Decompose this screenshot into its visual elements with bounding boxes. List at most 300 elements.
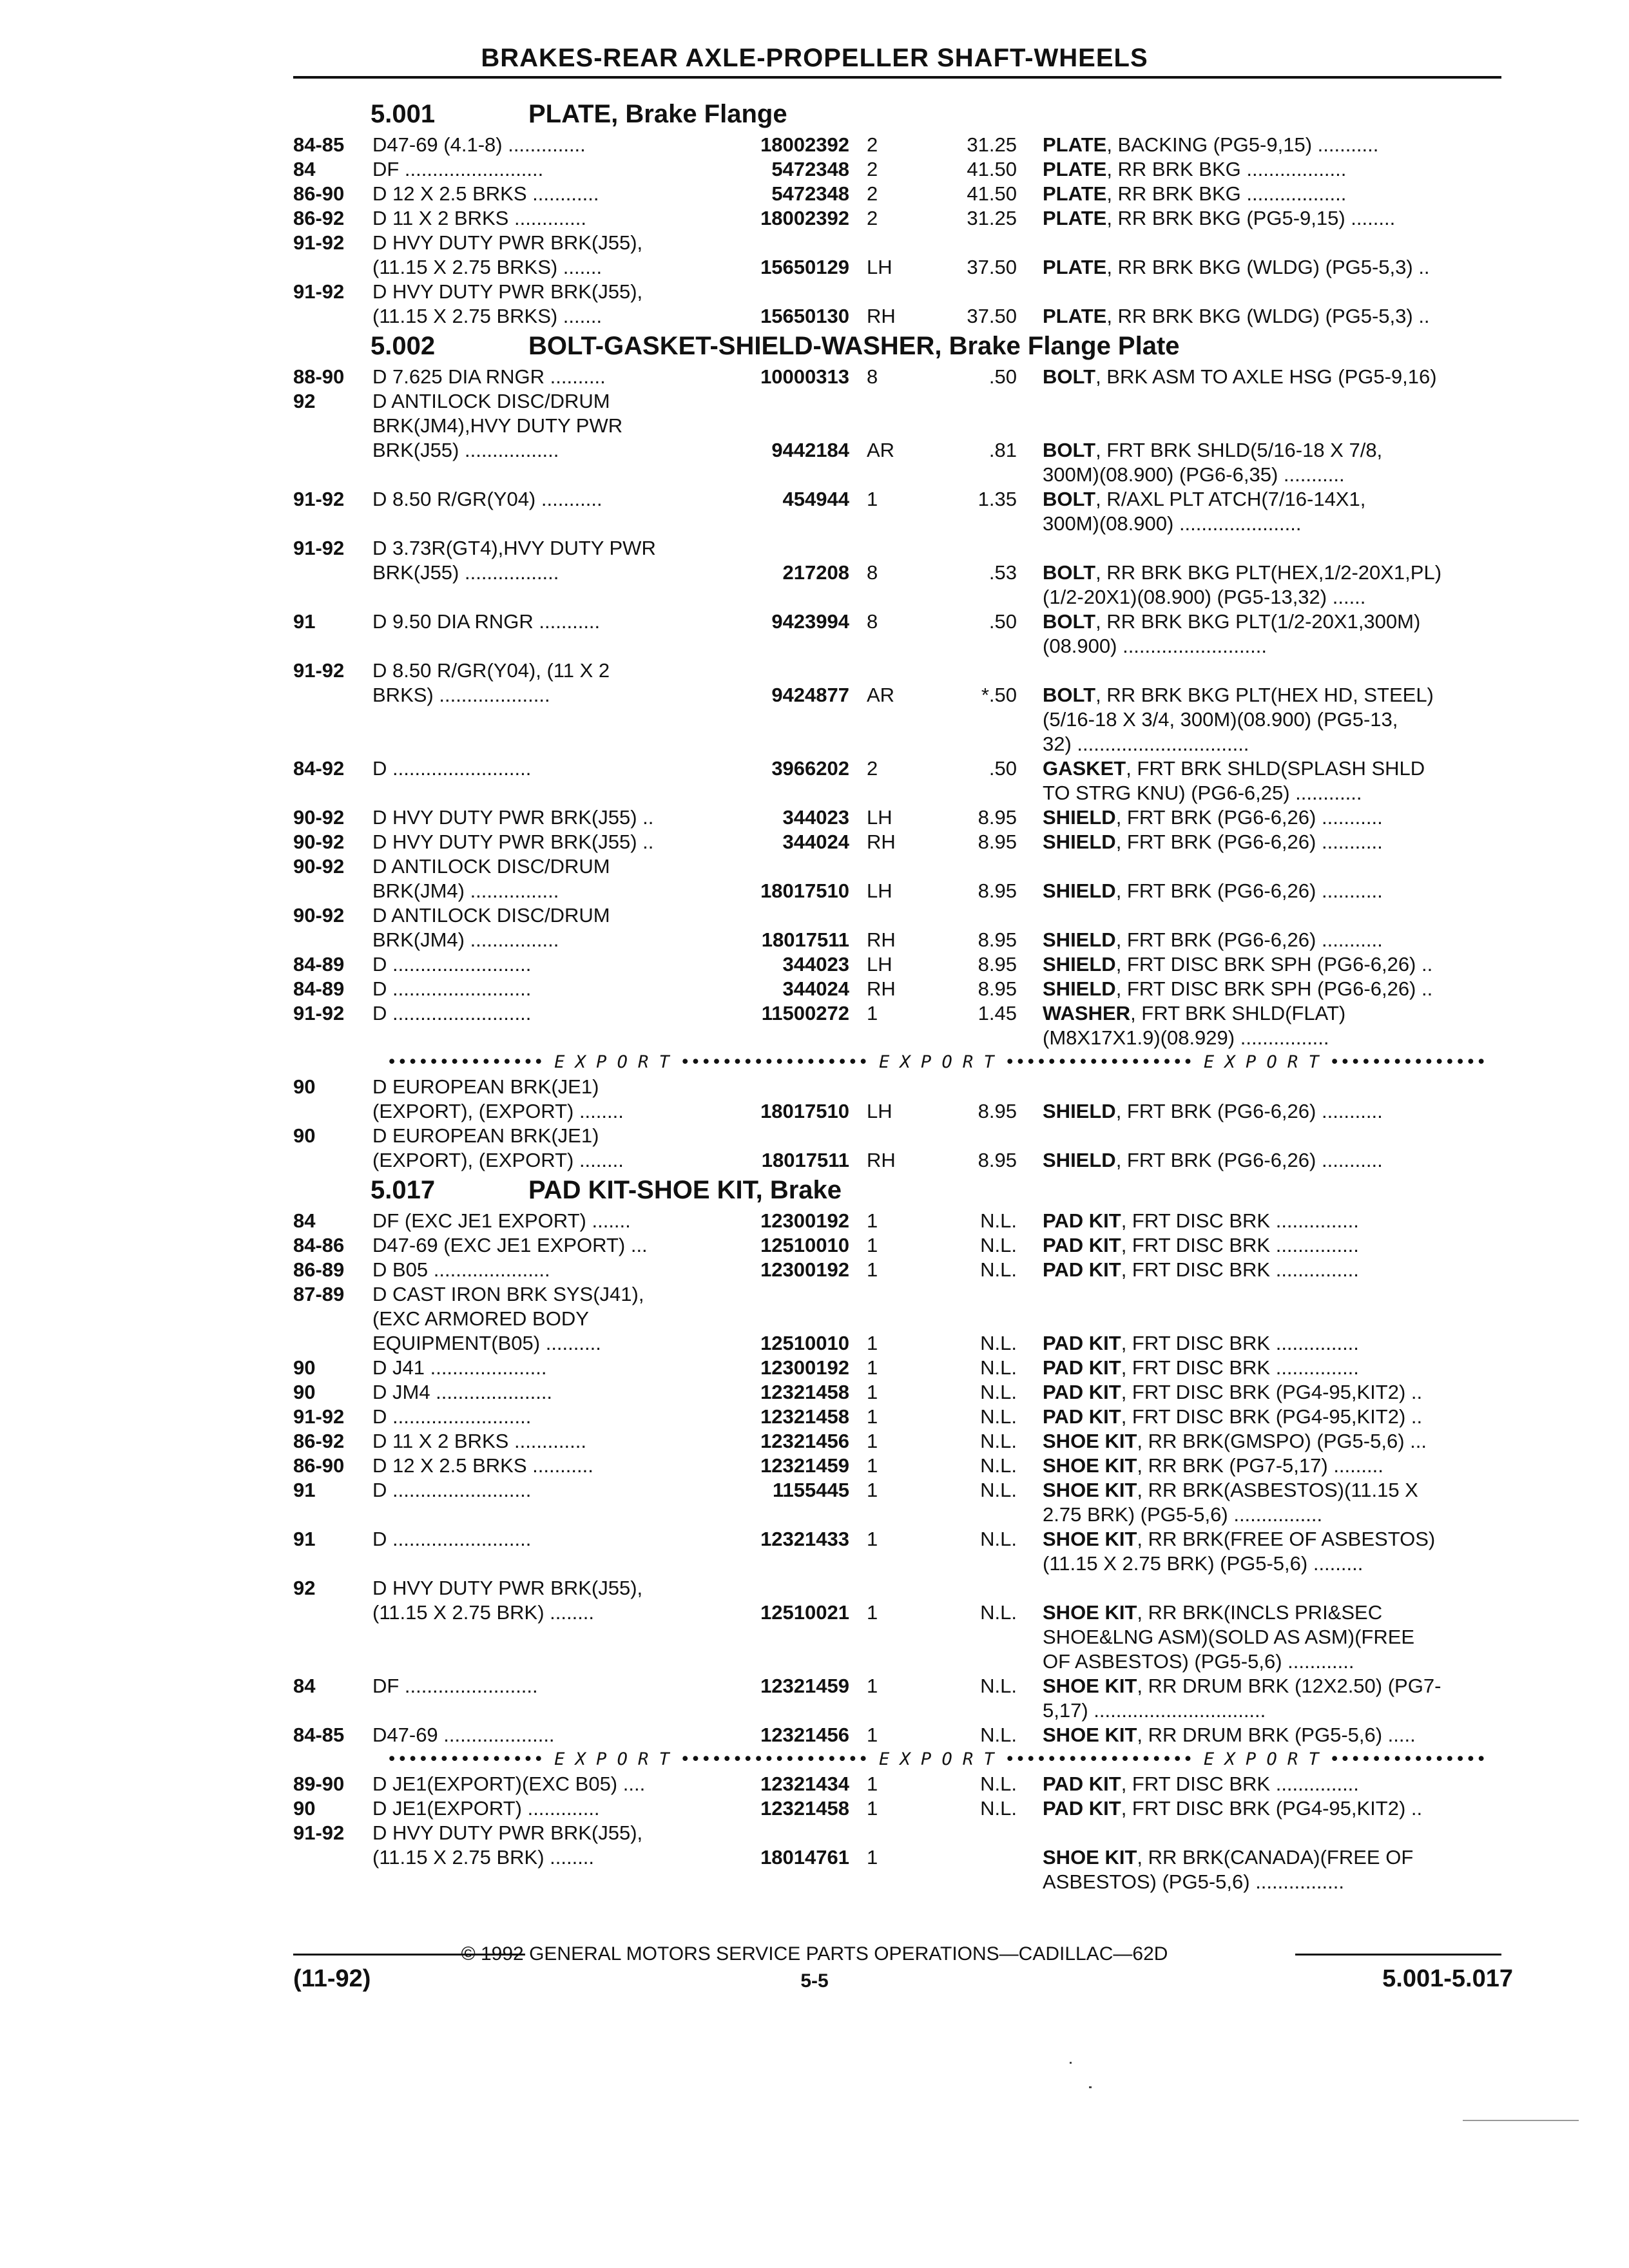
price: N.L. <box>980 1381 1017 1403</box>
part-name-bold: BOLT <box>1043 684 1096 706</box>
part-name <box>1043 830 1497 854</box>
model-years: 90-92 <box>293 831 345 853</box>
quantity: 1 <box>867 1675 878 1697</box>
model-years: 84-89 <box>293 977 345 1000</box>
parts-row <box>0 365 1629 389</box>
quantity: LH <box>867 256 892 278</box>
part-name <box>1043 1600 1497 1674</box>
usage-description: D HVY DUTY PWR BRK(J55), (11.15 X 2.75 BRKS) ....... <box>372 231 643 278</box>
usage-description: D JE1(EXPORT)(EXC B05) .... <box>372 1773 646 1795</box>
part-name-detail: , FRT DISC BRK SPH (PG6-6,26) .. <box>1115 953 1433 975</box>
part-name-bold: PAD KIT <box>1043 1381 1121 1403</box>
part-name <box>1043 1845 1497 1894</box>
quantity: 1 <box>867 488 878 510</box>
part-name-detail: , FRT DISC BRK ............... <box>1121 1234 1359 1256</box>
parts-row <box>0 1258 1629 1282</box>
usage-description: D47-69 .................... <box>372 1724 555 1746</box>
part-number: 15650130 <box>760 305 849 327</box>
part-name-bold: SHIELD <box>1043 806 1116 829</box>
quantity: 1 <box>867 1209 878 1232</box>
part-name-detail: , RR BRK BKG PLT(HEX,1/2-20X1,PL) (1/2-20X1)(08.900) (PG5-13,32) ...... <box>1043 561 1442 608</box>
part-number: 344024 <box>782 977 849 1000</box>
part-number: 1155445 <box>773 1479 849 1501</box>
part-name <box>1043 1527 1497 1576</box>
part-number: 454944 <box>782 488 849 510</box>
price: 41.50 <box>967 158 1017 180</box>
part-number: 12321456 <box>760 1724 849 1746</box>
part-name <box>1043 1356 1497 1380</box>
price: N.L. <box>980 1675 1017 1697</box>
section-title: PLATE, Brake Flange <box>528 100 787 128</box>
model-years: 91 <box>293 610 316 633</box>
model-years: 86-92 <box>293 1430 345 1452</box>
price: N.L. <box>980 1209 1017 1232</box>
part-number: 9424877 <box>771 684 849 706</box>
part-name-bold: PAD KIT <box>1043 1209 1121 1232</box>
part-number: 12321458 <box>760 1797 849 1820</box>
parts-row <box>0 1527 1629 1576</box>
quantity: 2 <box>867 182 878 205</box>
price: 8.95 <box>978 879 1017 902</box>
usage-description: D ANTILOCK DISC/DRUM BRK(JM4) ................ <box>372 904 610 951</box>
usage-description: D47-69 (EXC JE1 EXPORT) ... <box>372 1234 648 1256</box>
price: N.L. <box>980 1797 1017 1820</box>
part-name-detail: , FRT BRK SHLD(5/16-18 X 7/8, 300M)(08.900) (PG6-6,35) ........... <box>1043 439 1383 486</box>
part-number: 12321434 <box>760 1773 849 1795</box>
part-number: 12300192 <box>760 1209 849 1232</box>
parts-row <box>0 182 1629 206</box>
model-years: 90-92 <box>293 806 345 829</box>
usage-description: DF ......................... <box>372 158 544 180</box>
part-number: 18002392 <box>760 207 849 229</box>
price: *.50 <box>981 684 1017 706</box>
export-divider <box>0 1050 1629 1075</box>
quantity: 1 <box>867 1528 878 1550</box>
parts-row <box>0 1209 1629 1233</box>
model-years: 84-92 <box>293 757 345 780</box>
part-name-bold: SHOE KIT <box>1043 1724 1137 1746</box>
price: N.L. <box>980 1234 1017 1256</box>
part-number: 12321458 <box>760 1381 849 1403</box>
model-years: 89-90 <box>293 1773 345 1795</box>
part-name-bold: PAD KIT <box>1043 1356 1121 1379</box>
model-years: 91-92 <box>293 1821 345 1844</box>
price: 1.35 <box>978 488 1017 510</box>
model-years: 91 <box>293 1528 316 1550</box>
price: 8.95 <box>978 1100 1017 1122</box>
part-number: 12321459 <box>760 1454 849 1477</box>
price: N.L. <box>980 1773 1017 1795</box>
part-name-detail: , FRT BRK (PG6-6,26) ........... <box>1115 1100 1383 1122</box>
part-number: 12300192 <box>760 1356 849 1379</box>
model-years: 90 <box>293 1075 316 1098</box>
usage-description: D ......................... <box>372 1479 532 1501</box>
part-name <box>1043 1099 1497 1124</box>
usage-description: D HVY DUTY PWR BRK(J55) .. <box>372 806 654 829</box>
price: N.L. <box>980 1479 1017 1501</box>
price: N.L. <box>980 1724 1017 1746</box>
part-name <box>1043 1380 1497 1405</box>
usage-description: D EUROPEAN BRK(JE1) (EXPORT), (EXPORT) ........ <box>372 1075 624 1122</box>
parts-row <box>0 977 1629 1001</box>
quantity: 2 <box>867 207 878 229</box>
part-name <box>1043 1674 1497 1723</box>
model-years: 84-86 <box>293 1234 345 1256</box>
price: .50 <box>988 757 1017 780</box>
price: N.L. <box>980 1258 1017 1281</box>
part-name <box>1043 977 1497 1001</box>
model-years: 90-92 <box>293 855 345 878</box>
quantity: 8 <box>867 610 878 633</box>
model-years: 92 <box>293 390 316 412</box>
quantity: 8 <box>867 561 878 584</box>
part-name-bold: BOLT <box>1043 561 1096 584</box>
part-name-detail: , FRT BRK (PG6-6,26) ........... <box>1115 831 1383 853</box>
parts-row <box>0 157 1629 182</box>
part-name <box>1043 928 1497 952</box>
price: 37.50 <box>967 256 1017 278</box>
page-title: BRAKES-REAR AXLE-PROPELLER SHAFT-WHEELS <box>481 44 1148 72</box>
part-name-bold: SHOE KIT <box>1043 1675 1137 1697</box>
part-number: 344024 <box>782 831 849 853</box>
price: N.L. <box>980 1454 1017 1477</box>
model-years: 90-92 <box>293 904 345 927</box>
part-name-detail: , RR BRK(GMSPO) (PG5-5,6) ... <box>1137 1430 1427 1452</box>
price: 8.95 <box>978 928 1017 951</box>
parts-catalog <box>0 97 1629 1894</box>
part-name-detail: , FRT BRK (PG6-6,26) ........... <box>1115 1149 1383 1171</box>
quantity: 1 <box>867 1002 878 1024</box>
parts-row <box>0 1723 1629 1747</box>
quantity: LH <box>867 953 892 975</box>
export-banner: ••••••••••••••• E X P O R T •••••••••••••••••• E X P O R T •••••••••••••••••• E X P O R T ••••••••••••••• <box>387 1052 1487 1072</box>
usage-description: D 11 X 2 BRKS ............. <box>372 1430 586 1452</box>
usage-description: D ANTILOCK DISC/DRUM BRK(JM4),HVY DUTY PWR BRK(J55) ................. <box>372 390 623 461</box>
part-number: 12321459 <box>760 1675 849 1697</box>
part-name-bold: SHIELD <box>1043 977 1116 1000</box>
part-name <box>1043 756 1497 805</box>
quantity: 1 <box>867 1601 878 1624</box>
part-number: 12510021 <box>760 1601 849 1624</box>
model-years: 91-92 <box>293 231 345 254</box>
part-name-detail: , BACKING (PG5-9,15) ........... <box>1106 133 1379 156</box>
part-name-detail: , RR BRK BKG .................. <box>1106 158 1347 180</box>
part-name-detail: , RR BRK BKG (PG5-9,15) ........ <box>1106 207 1396 229</box>
section-number: 5.017 <box>371 1176 436 1204</box>
part-name-bold: BOLT <box>1043 365 1096 388</box>
quantity: 1 <box>867 1454 878 1477</box>
part-name-detail: , FRT DISC BRK ............... <box>1121 1773 1359 1795</box>
section-title: BOLT-GASKET-SHIELD-WASHER, Brake Flange Plate <box>528 332 1180 360</box>
price: 8.95 <box>978 1149 1017 1171</box>
part-number: 12510010 <box>760 1332 849 1354</box>
part-number: 18014761 <box>760 1846 849 1869</box>
quantity: 1 <box>867 1381 878 1403</box>
scan-mark <box>1089 2086 1092 2088</box>
price: .50 <box>988 365 1017 388</box>
part-name-bold: PAD KIT <box>1043 1332 1121 1354</box>
part-name-bold: PAD KIT <box>1043 1773 1121 1795</box>
parts-row <box>0 1454 1629 1478</box>
part-name-detail: , RR BRK BKG (WLDG) (PG5-5,3) .. <box>1106 256 1430 278</box>
part-name <box>1043 1454 1497 1478</box>
parts-row <box>0 952 1629 977</box>
part-name-detail: , FRT BRK (PG6-6,26) ........... <box>1115 928 1383 951</box>
usage-description: D 9.50 DIA RNGR ........... <box>372 610 601 633</box>
usage-description: D ......................... <box>372 1002 532 1024</box>
usage-description: D ......................... <box>372 953 532 975</box>
part-name-bold: SHIELD <box>1043 953 1116 975</box>
price: N.L. <box>980 1430 1017 1452</box>
usage-description: D 8.50 R/GR(Y04) ........... <box>372 488 602 510</box>
model-years: 91-92 <box>293 280 345 303</box>
part-name-bold: PLATE <box>1043 158 1107 180</box>
quantity: LH <box>867 879 892 902</box>
model-years: 84 <box>293 158 316 180</box>
parts-row <box>0 1405 1629 1429</box>
usage-description: D 12 X 2.5 BRKS ............ <box>372 182 599 205</box>
part-name <box>1043 157 1497 182</box>
usage-description: D HVY DUTY PWR BRK(J55), (11.15 X 2.75 BRK) ........ <box>372 1821 643 1869</box>
part-name <box>1043 182 1497 206</box>
usage-description: D HVY DUTY PWR BRK(J55) .. <box>372 831 654 853</box>
quantity: RH <box>867 1149 896 1171</box>
parts-row <box>0 1772 1629 1796</box>
parts-row <box>0 903 1629 952</box>
model-years: 90 <box>293 1381 316 1403</box>
part-number: 12300192 <box>760 1258 849 1281</box>
price: .81 <box>988 439 1017 461</box>
model-years: 86-90 <box>293 182 345 205</box>
part-name-bold: PAD KIT <box>1043 1797 1121 1820</box>
part-name-bold: SHIELD <box>1043 1149 1116 1171</box>
model-years: 91-92 <box>293 1405 345 1428</box>
quantity: LH <box>867 806 892 829</box>
parts-row <box>0 1124 1629 1173</box>
footer-page-number: 5-5 <box>800 1970 829 1992</box>
part-name-detail: , RR DRUM BRK (12X2.50) (PG7- 5,17) ............................... <box>1043 1675 1441 1722</box>
part-name <box>1043 365 1497 389</box>
part-name <box>1043 561 1497 610</box>
part-name-detail: , FRT DISC BRK ............... <box>1121 1209 1359 1232</box>
model-years: 84 <box>293 1675 316 1697</box>
parts-row <box>0 280 1629 329</box>
part-number: 15650129 <box>760 256 849 278</box>
usage-description: D J41 ..................... <box>372 1356 547 1379</box>
part-number: 9423994 <box>771 610 849 633</box>
quantity: 1 <box>867 1430 878 1452</box>
part-name-detail: , RR BRK BKG .................. <box>1106 182 1347 205</box>
model-years: 91-92 <box>293 488 345 510</box>
quantity: RH <box>867 928 896 951</box>
price: N.L. <box>980 1601 1017 1624</box>
usage-description: D ......................... <box>372 1528 532 1550</box>
price: 8.95 <box>978 806 1017 829</box>
part-name-detail: , RR BRK BKG (WLDG) (PG5-5,3) .. <box>1106 305 1430 327</box>
model-years: 84-85 <box>293 133 345 156</box>
quantity: 1 <box>867 1405 878 1428</box>
part-name-detail: , RR DRUM BRK (PG5-5,6) ..... <box>1137 1724 1416 1746</box>
part-name-bold: BOLT <box>1043 488 1096 510</box>
part-name-detail: , R/AXL PLT ATCH(7/16-14X1, 300M)(08.900) ...................... <box>1043 488 1366 535</box>
part-name-bold: SHOE KIT <box>1043 1601 1137 1624</box>
usage-description: D 11 X 2 BRKS ............. <box>372 207 586 229</box>
part-name-bold: PLATE <box>1043 305 1107 327</box>
part-number: 344023 <box>782 806 849 829</box>
part-name-bold: PAD KIT <box>1043 1234 1121 1256</box>
quantity: AR <box>867 439 895 461</box>
part-name-detail: , FRT DISC BRK (PG4-95,KIT2) .. <box>1121 1797 1423 1820</box>
part-number: 344023 <box>782 953 849 975</box>
part-name-detail: , RR BRK(CANADA)(FREE OF ASBESTOS) (PG5-5,6) ................ <box>1043 1846 1414 1893</box>
usage-description: D JE1(EXPORT) ............. <box>372 1797 600 1820</box>
part-name-detail: , FRT BRK (PG6-6,26) ........... <box>1115 806 1383 829</box>
model-years: 87-89 <box>293 1283 345 1305</box>
quantity: 1 <box>867 1479 878 1501</box>
usage-description: D ANTILOCK DISC/DRUM BRK(JM4) ................ <box>372 855 610 902</box>
quantity: 1 <box>867 1724 878 1746</box>
model-years: 91 <box>293 1479 316 1501</box>
price: 8.95 <box>978 977 1017 1000</box>
price: 31.25 <box>967 207 1017 229</box>
part-name-bold: PLATE <box>1043 207 1107 229</box>
part-name-detail: , RR BRK(FREE OF ASBESTOS) (11.15 X 2.75 BRK) (PG5-5,6) ......... <box>1043 1528 1436 1575</box>
part-number: 18017511 <box>761 1149 849 1171</box>
quantity: 1 <box>867 1356 878 1379</box>
model-years: 88-90 <box>293 365 345 388</box>
part-name-bold: PLATE <box>1043 182 1107 205</box>
quantity: RH <box>867 831 896 853</box>
part-name-bold: SHIELD <box>1043 831 1116 853</box>
part-name <box>1043 1429 1497 1454</box>
part-name-bold: SHOE KIT <box>1043 1430 1137 1452</box>
part-number: 18017511 <box>761 928 849 951</box>
section-header <box>0 1173 1629 1209</box>
part-name-bold: PAD KIT <box>1043 1258 1121 1281</box>
usage-description: D ......................... <box>372 1405 532 1428</box>
model-years: 90 <box>293 1124 316 1147</box>
quantity: 2 <box>867 133 878 156</box>
quantity: 2 <box>867 757 878 780</box>
part-number: 217208 <box>782 561 849 584</box>
part-name-detail: , RR BRK BKG PLT(HEX HD, STEEL) (5/16-18 X 3/4, 300M)(08.900) (PG5-13, 32) ............................... <box>1043 684 1434 755</box>
part-name-bold: SHIELD <box>1043 928 1116 951</box>
footer-section-range: 5.001-5.017 <box>1382 1965 1513 1992</box>
part-number: 12510010 <box>760 1234 849 1256</box>
part-number: 9442184 <box>771 439 849 461</box>
part-number: 18002392 <box>760 133 849 156</box>
part-name-bold: SHOE KIT <box>1043 1454 1137 1477</box>
part-name-bold: BOLT <box>1043 610 1096 633</box>
price: N.L. <box>980 1356 1017 1379</box>
model-years: 86-89 <box>293 1258 345 1281</box>
model-years: 84 <box>293 1209 316 1232</box>
model-years: 90 <box>293 1356 316 1379</box>
part-number: 5472348 <box>771 182 849 205</box>
quantity: RH <box>867 305 896 327</box>
price: .53 <box>988 561 1017 584</box>
usage-description: D ......................... <box>372 977 532 1000</box>
part-number: 18017510 <box>760 879 849 902</box>
part-name <box>1043 879 1497 903</box>
parts-row <box>0 830 1629 854</box>
parts-row <box>0 231 1629 280</box>
part-number: 18017510 <box>760 1100 849 1122</box>
usage-description: D B05 ..................... <box>372 1258 550 1281</box>
part-name <box>1043 1478 1497 1527</box>
part-name <box>1043 1258 1497 1282</box>
usage-description: DF (EXC JE1 EXPORT) ....... <box>372 1209 631 1232</box>
part-name-bold: SHOE KIT <box>1043 1528 1137 1550</box>
parts-row <box>0 1075 1629 1124</box>
part-name <box>1043 304 1497 329</box>
part-name-bold: SHOE KIT <box>1043 1479 1137 1501</box>
parts-row <box>0 1282 1629 1356</box>
part-name <box>1043 1772 1497 1796</box>
model-years: 91-92 <box>293 659 345 682</box>
quantity: 1 <box>867 1258 878 1281</box>
part-name <box>1043 952 1497 977</box>
price: 8.95 <box>978 831 1017 853</box>
part-number: 12321456 <box>760 1430 849 1452</box>
parts-row <box>0 1380 1629 1405</box>
part-name <box>1043 206 1497 231</box>
part-name <box>1043 1001 1497 1050</box>
part-name-detail: , FRT DISC BRK ............... <box>1121 1332 1359 1354</box>
quantity: AR <box>867 684 895 706</box>
usage-description: D 3.73R(GT4),HVY DUTY PWR BRK(J55) ................. <box>372 537 656 584</box>
quantity: 1 <box>867 1234 878 1256</box>
quantity: 2 <box>867 158 878 180</box>
model-years: 86-90 <box>293 1454 345 1477</box>
section-title: PAD KIT-SHOE KIT, Brake <box>528 1176 842 1204</box>
part-number: 10000313 <box>760 365 849 388</box>
quantity: RH <box>867 977 896 1000</box>
model-years: 86-92 <box>293 207 345 229</box>
parts-row <box>0 1001 1629 1050</box>
part-name-bold: PAD KIT <box>1043 1405 1121 1428</box>
part-number: 5472348 <box>771 158 849 180</box>
price: N.L. <box>980 1528 1017 1550</box>
quantity: 1 <box>867 1797 878 1820</box>
part-name-detail: , FRT BRK (PG6-6,26) ........... <box>1115 879 1383 902</box>
export-banner: ••••••••••••••• E X P O R T •••••••••••••••••• E X P O R T •••••••••••••••••• E X P O R T ••••••••••••••• <box>387 1749 1487 1769</box>
section-number: 5.002 <box>371 332 436 360</box>
parts-row <box>0 1429 1629 1454</box>
part-name <box>1043 255 1497 280</box>
part-number: 11500272 <box>761 1002 849 1024</box>
quantity: LH <box>867 1100 892 1122</box>
part-name <box>1043 438 1497 487</box>
part-name <box>1043 1405 1497 1429</box>
part-name <box>1043 487 1497 536</box>
part-name <box>1043 1233 1497 1258</box>
quantity: 1 <box>867 1773 878 1795</box>
parts-row <box>0 133 1629 157</box>
parts-row <box>0 805 1629 830</box>
usage-description: D47-69 (4.1-8) .............. <box>372 133 586 156</box>
model-years: 91-92 <box>293 1002 345 1024</box>
part-name-bold: GASKET <box>1043 757 1126 780</box>
quantity: 1 <box>867 1332 878 1354</box>
model-years: 84-89 <box>293 953 345 975</box>
scan-mark <box>1070 2062 1072 2064</box>
price: .50 <box>988 610 1017 633</box>
footer-date: (11-92) <box>293 1965 371 1992</box>
part-name-bold: SHIELD <box>1043 1100 1116 1122</box>
usage-description: DF ........................ <box>372 1675 538 1697</box>
part-name <box>1043 1331 1497 1356</box>
